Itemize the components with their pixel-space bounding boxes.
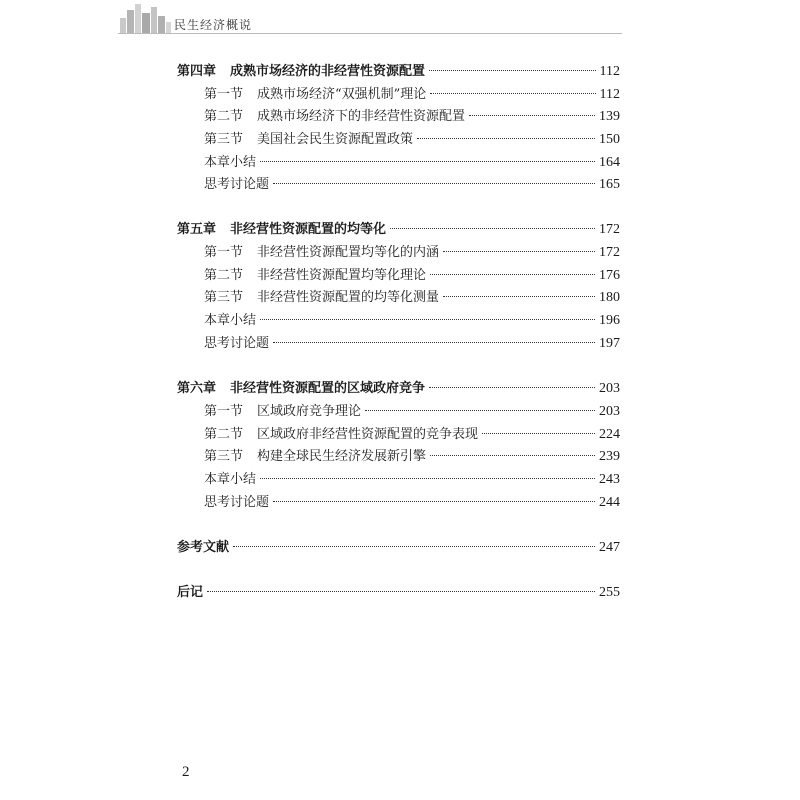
- section-title: 本章小结: [204, 313, 257, 328]
- toc-chapter-4[interactable]: [177, 63, 620, 81]
- toc-section[interactable]: [204, 267, 620, 285]
- dot-leader: [273, 183, 595, 184]
- toc-discussion-questions[interactable]: [204, 176, 620, 194]
- section-title: 思考讨论题: [204, 495, 270, 510]
- page-ref: 197: [599, 336, 620, 351]
- page-ref: 203: [599, 381, 620, 396]
- page-ref: 255: [599, 585, 620, 600]
- page-ref: 176: [599, 268, 620, 283]
- page-number: 2: [182, 764, 190, 780]
- section-title: 成熟市场经济“双强机制”理论: [257, 87, 427, 102]
- header-title: 民生经济概说: [174, 18, 253, 32]
- toc-chapter-summary[interactable]: [204, 154, 620, 172]
- dot-leader: [260, 478, 595, 479]
- toc-chapter-5[interactable]: [177, 221, 620, 239]
- dot-leader: [273, 342, 595, 343]
- page-ref: 112: [599, 87, 620, 102]
- section-number: 第一节: [204, 87, 244, 102]
- page-ref: 172: [599, 245, 620, 260]
- dot-leader: [390, 228, 595, 229]
- section-number: 第一节: [204, 404, 244, 419]
- page-ref: 172: [599, 222, 620, 237]
- section-number: 第二节: [204, 427, 244, 442]
- page-ref: 243: [599, 472, 620, 487]
- page-ref: 164: [599, 155, 620, 170]
- section-number: 第二节: [204, 268, 244, 283]
- toc-section[interactable]: [204, 108, 620, 126]
- chapter-number: 第六章: [177, 381, 217, 396]
- toc-section[interactable]: [204, 244, 620, 262]
- dot-leader: [273, 501, 595, 502]
- page-ref: 180: [599, 290, 620, 305]
- dot-leader: [233, 546, 595, 547]
- chapter-title: 成熟市场经济的非经营性资源配置: [230, 64, 426, 79]
- section-title: 成熟市场经济下的非经营性资源配置: [257, 109, 466, 124]
- page-ref: 224: [599, 427, 620, 442]
- references-title: 参考文献: [177, 540, 230, 555]
- afterword-title: 后记: [177, 585, 204, 600]
- page-ref: 244: [599, 495, 620, 510]
- dot-leader: [482, 433, 595, 434]
- page-ref: 139: [599, 109, 620, 124]
- dot-leader: [207, 591, 595, 592]
- section-title: 区域政府竞争理论: [257, 404, 362, 419]
- section-number: 第二节: [204, 109, 244, 124]
- section-title: 本章小结: [204, 155, 257, 170]
- dot-leader: [417, 138, 595, 139]
- page-ref: 196: [599, 313, 620, 328]
- section-number: 第一节: [204, 245, 244, 260]
- dot-leader: [430, 93, 595, 94]
- page-ref: 112: [599, 64, 620, 79]
- dot-leader: [430, 274, 595, 275]
- toc-afterword[interactable]: [177, 584, 620, 602]
- toc-references[interactable]: [177, 539, 620, 557]
- chapter-number: 第四章: [177, 64, 217, 79]
- dot-leader: [469, 115, 595, 116]
- page-ref: 165: [599, 177, 620, 192]
- dot-leader: [429, 70, 595, 71]
- toc-section[interactable]: [204, 403, 620, 421]
- dot-leader: [443, 296, 595, 297]
- section-title: 思考讨论题: [204, 177, 270, 192]
- section-title: 非经营性资源配置的均等化测量: [257, 290, 440, 305]
- section-title: 非经营性资源配置均等化理论: [257, 268, 427, 283]
- dot-leader: [365, 410, 595, 411]
- toc-section[interactable]: [204, 131, 620, 149]
- section-title: 美国社会民生资源配置政策: [257, 132, 414, 147]
- page-ref: 203: [599, 404, 620, 419]
- page-ref: 239: [599, 449, 620, 464]
- toc-discussion-questions[interactable]: [204, 335, 620, 353]
- dot-leader: [260, 319, 595, 320]
- section-title: 构建全球民生经济发展新引擎: [257, 449, 427, 464]
- toc-section[interactable]: [204, 289, 620, 307]
- toc-discussion-questions[interactable]: [204, 494, 620, 512]
- page-ref: 150: [599, 132, 620, 147]
- section-title: 本章小结: [204, 472, 257, 487]
- toc-section[interactable]: [204, 86, 620, 104]
- chapter-title: 非经营性资源配置的区域政府竞争: [230, 381, 426, 396]
- toc-chapter-summary[interactable]: [204, 312, 620, 330]
- section-number: 第三节: [204, 449, 244, 464]
- toc-chapter-summary[interactable]: [204, 471, 620, 489]
- dot-leader: [429, 387, 595, 388]
- dot-leader: [260, 161, 595, 162]
- chapter-number: 第五章: [177, 222, 217, 237]
- dot-leader: [430, 455, 595, 456]
- section-title: 区域政府非经营性资源配置的竞争表现: [257, 427, 479, 442]
- chapter-title: 非经营性资源配置的均等化: [230, 222, 387, 237]
- section-title: 思考讨论题: [204, 336, 270, 351]
- toc-chapter-6[interactable]: [177, 380, 620, 398]
- section-title: 非经营性资源配置均等化的内涵: [257, 245, 440, 260]
- toc-section[interactable]: [204, 426, 620, 444]
- page-ref: 247: [599, 540, 620, 555]
- dot-leader: [443, 251, 595, 252]
- section-number: 第三节: [204, 290, 244, 305]
- toc-section[interactable]: [204, 448, 620, 466]
- section-number: 第三节: [204, 132, 244, 147]
